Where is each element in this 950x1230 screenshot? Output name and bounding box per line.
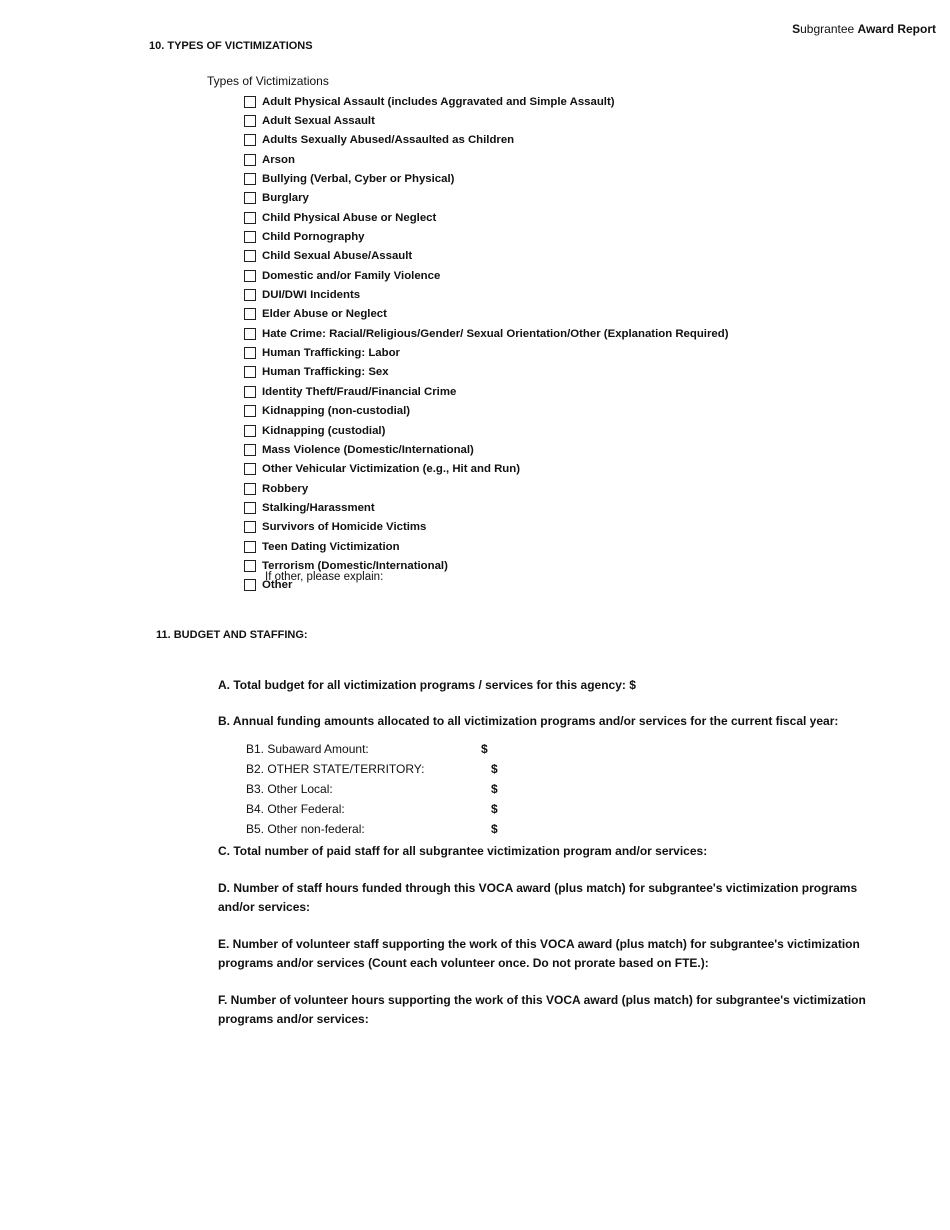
option-label: Human Trafficking: Sex [262,366,389,379]
currency-symbol: $ [491,762,498,776]
question-d-staff-hours: D. Number of staff hours funded through this VOCA award (plus match) for subgrantee's victimization programs and/or services: [218,881,858,914]
checkbox[interactable] [244,96,256,108]
option-label: Adult Physical Assault (includes Aggravated and Simple Assault) [262,95,615,108]
checkbox[interactable] [244,289,256,301]
victimization-option[interactable] [244,266,728,285]
question-f-volunteer-hours: F. Number of volunteer hours supporting the work of this VOCA award (plus match) for subgrantee's victimization programs and/or services: [218,993,866,1026]
option-label: Bullying (Verbal, Cyber or Physical) [262,173,455,186]
victimization-option[interactable] [244,382,728,401]
option-label: Stalking/Harassment [262,501,375,514]
checkbox[interactable] [244,231,256,243]
checkbox[interactable] [244,386,256,398]
currency-symbol: $ [491,822,498,836]
checkbox[interactable] [244,502,256,514]
victimization-option[interactable] [244,518,728,537]
option-label: Child Pornography [262,231,365,244]
option-label: Hate Crime: Racial/Religious/Gender/ Sexual Orientation/Other (Explanation Required) [262,327,729,340]
checkbox[interactable] [244,579,256,591]
checkbox[interactable] [244,483,256,495]
victimization-option[interactable] [244,324,728,343]
funding-row-b5: B5. Other non-federal: [246,822,365,836]
currency-symbol: $ [491,802,498,816]
victimization-option[interactable] [244,537,728,556]
option-label: Kidnapping (custodial) [262,424,386,437]
checkbox[interactable] [244,173,256,185]
option-label: Other [262,579,293,592]
victimization-option[interactable] [244,305,728,324]
option-label: Adult Sexual Assault [262,115,375,128]
checkbox[interactable] [244,560,256,572]
checkbox[interactable] [244,115,256,127]
funding-row-b4: B4. Other Federal: [246,802,345,816]
option-label: Human Trafficking: Labor [262,347,400,360]
option-label: Adults Sexually Abused/Assaulted as Children [262,134,515,147]
victimization-checklist [244,92,728,595]
option-label: Domestic and/or Family Violence [262,269,441,282]
option-label: Teen Dating Victimization [262,540,400,553]
checkbox[interactable] [244,192,256,204]
victimization-option[interactable] [244,92,728,111]
funding-row-b2: B2. OTHER STATE/TERRITORY: [246,762,425,776]
currency-symbol: $ [481,742,488,756]
victimization-option[interactable] [244,208,728,227]
victimization-option[interactable] [244,402,728,421]
victimization-option[interactable] [244,479,728,498]
option-label: Child Sexual Abuse/Assault [262,250,413,263]
other-explain-label: If other, please explain: [265,571,384,583]
option-label: Burglary [262,192,309,205]
currency-symbol: $ [491,782,498,796]
section-11-title: 11. BUDGET AND STAFFING: [156,629,308,641]
victimization-option[interactable] [244,189,728,208]
option-label: Identity Theft/Fraud/Financial Crime [262,385,457,398]
option-label: Robbery [262,482,309,495]
victimization-option[interactable] [244,111,728,130]
option-label: Elder Abuse or Neglect [262,308,387,321]
checkbox[interactable] [244,347,256,359]
checkbox[interactable] [244,425,256,437]
checkbox[interactable] [244,212,256,224]
victimization-option[interactable] [244,343,728,362]
victimization-option[interactable] [244,460,728,479]
option-label: Terrorism (Domestic/International) [262,559,448,572]
question-b-annual-funding: B. Annual funding amounts allocated to all victimization programs and/or services for the current fiscal year: [218,714,839,728]
victimization-option[interactable] [244,498,728,517]
checkbox[interactable] [244,521,256,533]
victimization-option[interactable] [244,131,728,150]
question-a-total-budget: A. Total budget for all victimization programs / services for this agency: $ [218,678,636,692]
victimization-option[interactable] [244,421,728,440]
checkbox[interactable] [244,541,256,553]
option-label: Arson [262,153,295,166]
funding-row-b3: B3. Other Local: [246,782,333,796]
victimization-option[interactable] [244,440,728,459]
victimization-option[interactable] [244,247,728,266]
option-label: Other Vehicular Victimization (e.g., Hit and Run) [262,463,521,476]
checkbox[interactable] [244,154,256,166]
section-10-title: 10. TYPES OF VICTIMIZATIONS [149,40,313,52]
checkbox[interactable] [244,366,256,378]
victimization-option[interactable] [244,285,728,304]
option-label: Child Physical Abuse or Neglect [262,211,437,224]
checkbox[interactable] [244,270,256,282]
question-e-volunteer-staff: E. Number of volunteer staff supporting the work of this VOCA award (plus match) for subgrantee's victimization programs and/or services (Count each volunteer once. Do not prorate based on FTE.): [218,937,860,970]
types-of-victimizations-label: Types of Victimizations [207,74,329,88]
question-c-paid-staff: C. Total number of paid staff for all subgrantee victimization program and/or services: [218,844,708,858]
checkbox[interactable] [244,134,256,146]
funding-row-b1: B1. Subaward Amount: [246,742,369,756]
victimization-option[interactable] [244,363,728,382]
checkbox[interactable] [244,328,256,340]
report-header: Subgrantee Award Report [792,22,936,36]
checkbox[interactable] [244,444,256,456]
option-label: DUI/DWI Incidents [262,289,361,302]
victimization-option[interactable] [244,227,728,246]
checkbox[interactable] [244,308,256,320]
option-label: Kidnapping (non-custodial) [262,405,411,418]
victimization-option[interactable] [244,150,728,169]
checkbox[interactable] [244,463,256,475]
checkbox[interactable] [244,250,256,262]
option-label: Survivors of Homicide Victims [262,521,427,534]
victimization-option[interactable] [244,169,728,188]
option-label: Mass Violence (Domestic/International) [262,443,474,456]
checkbox[interactable] [244,405,256,417]
